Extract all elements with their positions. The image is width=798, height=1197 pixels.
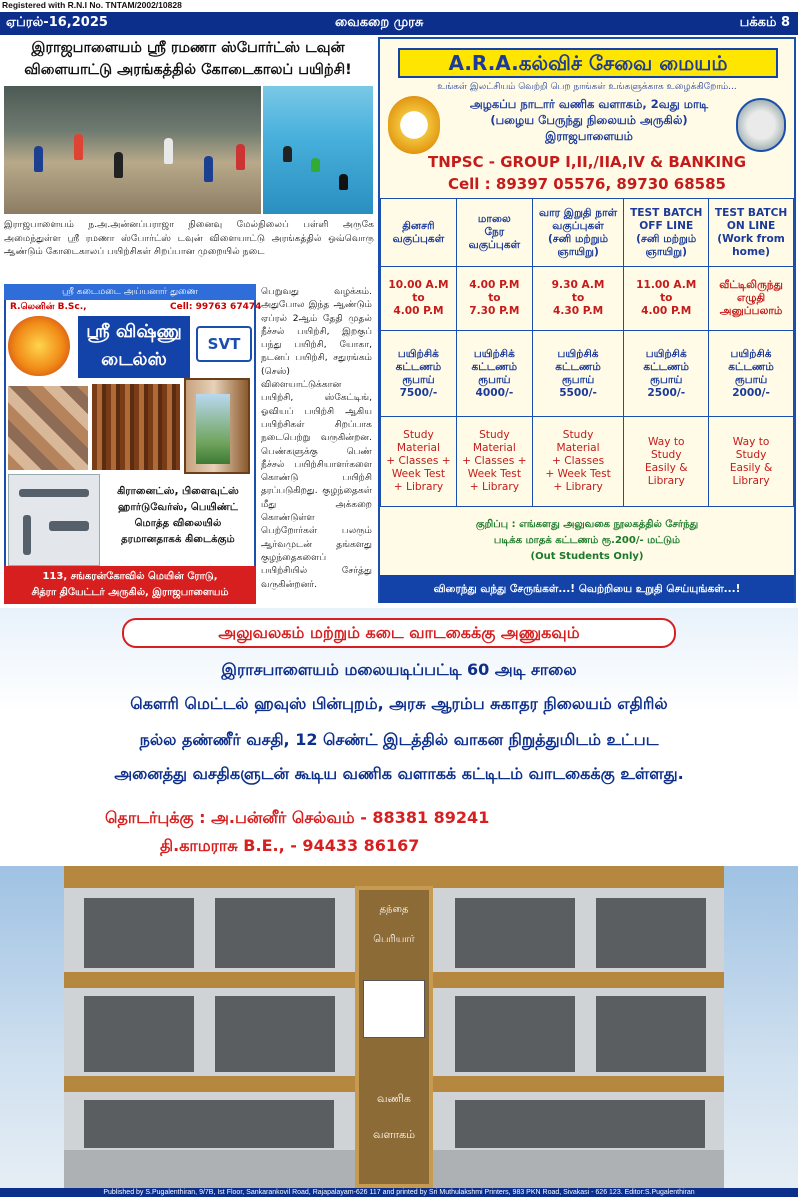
table-cell: மாலை நேர வகுப்புகள் <box>456 199 532 267</box>
rental-line: இராசபாளையம் மலையடிப்பட்டி 60 அடி சாலை <box>221 660 577 679</box>
rental-contact-1: தொடர்புக்கு : அ.பன்னீர் செல்வம் - 88381 89241 <box>105 808 490 827</box>
svt-name-line2: டைல்ஸ் <box>101 349 167 370</box>
table-row <box>381 267 794 331</box>
hardware-image <box>8 474 100 566</box>
rental-contact-2: தி.காமராசு B.E., - 94433 86167 <box>160 836 420 855</box>
table-cell: பயிற்சிக் கட்டணம் ரூபாய் 7500/- <box>381 331 457 417</box>
svt-address <box>4 566 256 604</box>
table-row <box>381 417 794 507</box>
table-cell: பயிற்சிக் கட்டணம் ரூபாய் 2500/- <box>624 331 709 417</box>
building-window <box>596 996 706 1072</box>
badminton-photo <box>4 86 261 214</box>
svt-product-line: ஹார்டுவேர்ஸ், பெயிண்ட் <box>118 502 238 513</box>
table-cell: 4.00 P.M to 7.30 P.M <box>456 267 532 331</box>
ara-schedule-table <box>380 198 794 507</box>
table-row <box>381 331 794 417</box>
deity-image <box>8 316 70 376</box>
table-cell: பயிற்சிக் கட்டணம் ரூபாய் 4000/- <box>456 331 532 417</box>
building-window <box>84 996 194 1072</box>
news-body-text: பெறுவது வழக்கம். அதுபோல இந்த ஆண்டும் ஏப்ரல் 2ஆம் தேதி முதல் நீச்சல் பயிற்சி, இறகுப் பந்து பயிற்சி, யோகா, நடனப் பயிற்சி, சதுரங்கம் (செஸ்) விளையாட்டுக்கான பயிற்சி, ஸ்கேட்டிங், ஓவியப் பயிற்சி ஆகிய பயிற்சிகள் சிறப்பாக நடைபெற்று வருகின்றன. பெண்களுக்கு பெண் நீச்சல் பயிற்சியாளர்களை கொண்டு பயிற்சி தரப்படுகிறது. குழந்தைகள் மீது அக்கறை கொண்டுள்ள பெற்றோர்கள் பலரும் ஆர்வமுடன் தங்களது குழந்தைகளைப் பயிற்சியில் சேர்த்து வருகின்றனர். <box>261 287 372 590</box>
svt-product-line: மொத்த விலையில் <box>134 518 222 529</box>
svt-proprietor: R.லெனின் B.Sc., <box>10 302 87 312</box>
ara-address <box>446 96 732 144</box>
svt-shop-name <box>78 316 190 378</box>
building-sign-text: வளாகம் <box>372 1128 416 1141</box>
door-view-image <box>196 394 230 464</box>
table-cell: வார இறுதி நாள் வகுப்புகள் (சனி மற்றும் ஞாயிறு) <box>532 199 624 267</box>
svt-product-line: கிரானைட்ஸ், பிளைவுட்ஸ் <box>117 486 239 497</box>
table-cell: பயிற்சிக் கட்டணம் ரூபாய் 2000/- <box>709 331 794 417</box>
svt-address-line: சித்ரா தியேட்டர் அருகில், இராஜபாளையம் <box>31 587 229 598</box>
publisher-footer: Published by S.Pugalenthiran, 9/7B, Ist Floor, Sankarankovil Road, Rajapalayam-626 117 and printed by Sri Muthulakshmi Printers, 983 PKN Road, Sivakasi - 626 123. Editor:S.Pugalenthiran <box>0 1188 798 1197</box>
page-number: பக்கம் 8 <box>739 15 790 30</box>
table-cell: Way to Study Easily & Library <box>624 417 709 507</box>
table-cell: Way to Study Easily & Library <box>709 417 794 507</box>
table-cell: Study Material + Classes + Week Test + Library <box>456 417 532 507</box>
building-window <box>215 898 335 968</box>
table-cell: வீட்டிலிருந்து எழுதி அனுப்பலாம் <box>709 267 794 331</box>
ara-phone: Cell : 89397 05576, 89730 68585 <box>447 175 726 193</box>
ara-address-line: அழகப்ப நாடார் வணிக வளாகம், 2வது மாடி <box>469 97 709 111</box>
building-sign-text: தந்தை <box>379 904 409 915</box>
ara-address-line: இராஜபாளையம் <box>545 129 633 143</box>
table-cell: பயிற்சிக் கட்டணம் ரூபாய் 5500/- <box>532 331 624 417</box>
table-cell: 10.00 A.M to 4.00 P.M <box>381 267 457 331</box>
registration-number: Registered with R.N.I No. TNTAM/2002/10828 <box>2 0 182 10</box>
table-cell: TEST BATCH OFF LINE (சனி மற்றும் ஞாயிறு) <box>624 199 709 267</box>
masthead-bar <box>0 12 798 35</box>
ara-emblem <box>388 96 440 154</box>
svt-products <box>102 484 254 548</box>
rental-line: அனைத்து வசதிகளுடன் கூடிய வணிக வளாகக் கட்டிடம் வாடகைக்கு உள்ளது. <box>114 764 684 783</box>
building-sign-text: வணிக <box>377 1092 411 1105</box>
ara-footer: விரைந்து வந்து சேருங்கள்...! வெற்றியை உறுதி செய்யுங்கள்...! <box>380 575 794 603</box>
ara-address-line: (பழைய பேருந்து நிலையம் அருகில்) <box>490 113 688 127</box>
news-headline: இராஜபாளையம் ஸ்ரீ ரமணா ஸ்போர்ட்ஸ் டவுன் விளையாட்டு அரங்கத்தில் கோடைகாலப் பயிற்சி! <box>24 40 352 78</box>
ara-note-line: (Out Students Only) <box>530 551 644 562</box>
ara-tagline: உங்கள் இலட்சியம் வெற்றி பெற நாங்கள் உங்களுக்காக உழைக்கிறோம்... <box>437 82 737 92</box>
building-shopfront <box>455 1100 705 1148</box>
rental-line: கௌரி மெட்டல் ஹவுஸ் பின்புறம், அரசு ஆரம்ப சுகாதர நிலையம் எதிரில் <box>130 694 668 713</box>
ara-note-line: படிக்க மாதக் கட்டணம் ரூ.200/- மட்டும் <box>493 535 681 546</box>
building-window <box>455 898 575 968</box>
news-intro-text: இராஜபாளையம் ந.அ.அன்னப்பராஜா நினைவு மேல்நிலைப் பள்ளி அருகே அமைந்துள்ள ஸ்ரீ ரமணா ஸ்போர்ட்ஸ் டவுன் விளையாட்டு அரங்கத்தில் ஒவ்வொரு ஆண்டும் கோடைகாலப் பயிற்சிகள் சிறப்பான முறையில் நடை <box>4 219 374 258</box>
building-window <box>596 898 706 968</box>
building-window <box>84 898 194 968</box>
building-window <box>455 996 575 1072</box>
plywood-image <box>92 384 180 470</box>
table-cell: Study Material + Classes + Week Test + Library <box>381 417 457 507</box>
ara-courses: TNPSC - GROUP I,II,/IIA,IV & BANKING <box>427 153 747 171</box>
tiles-image <box>8 386 88 470</box>
svt-logo: SVT <box>196 326 252 362</box>
svt-product-line: தரமானதாகக் கிடைக்கும் <box>121 534 235 545</box>
ara-note-line: குறிப்பு : எங்களது அலுவகை நூலகத்தில் சேர்ந்து <box>475 519 699 530</box>
building-roof-band <box>64 866 724 888</box>
newspaper-name: வைகறை முரசு <box>335 15 424 30</box>
ara-title: A.R.A.கல்விச் சேவை மையம் <box>398 48 778 78</box>
periyar-poster <box>363 980 425 1038</box>
ara-note <box>380 513 794 573</box>
svt-address-line: 113, சங்கரன்கோவில் மெயின் ரோடு, <box>42 571 218 582</box>
building-sign-text: பெரியார் <box>373 934 415 945</box>
rental-title: அலுவலகம் மற்றும் கடை வாடகைக்கு அணுகவும் <box>122 618 676 648</box>
table-cell: 9.30 A.M to 4.30 P.M <box>532 267 624 331</box>
rental-line: நல்ல தண்ணீர் வசதி, 12 செண்ட் இடத்தில் வாகன நிறுத்துமிடம் உட்பட <box>139 730 659 749</box>
table-cell: தினசரி வகுப்புகள் <box>381 199 457 267</box>
building-shopfront <box>84 1100 334 1148</box>
swimming-photo <box>263 86 373 214</box>
table-cell: Study Material + Classes + Week Test + Library <box>532 417 624 507</box>
table-cell: 11.00 A.M to 4.00 P.M <box>624 267 709 331</box>
svt-blessing-strip: ஸ்ரீ கடைமடை அய்யனார் துணை <box>4 284 256 300</box>
issue-date: ஏப்ரல்-16,2025 <box>6 15 108 30</box>
svt-name-line1: ஸ்ரீ விஷ்ணு <box>86 321 182 342</box>
founder-portrait <box>736 98 786 152</box>
building-window <box>215 996 335 1072</box>
svt-phone: Cell: 99763 67474 <box>170 302 262 312</box>
table-cell: TEST BATCH ON LINE (Work from home) <box>709 199 794 267</box>
table-row <box>381 199 794 267</box>
